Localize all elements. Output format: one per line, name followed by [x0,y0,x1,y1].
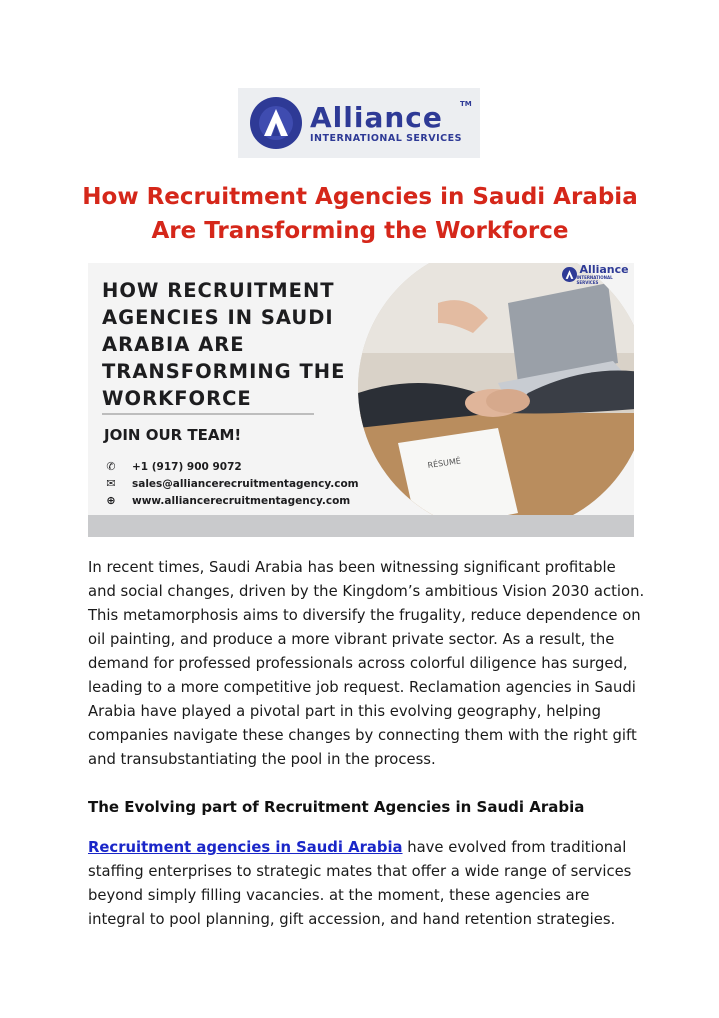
banner-email [104,477,359,490]
banner-join-text: JOIN OUR TEAM! [104,426,242,444]
banner-headline-line: HOW RECRUITMENT [102,279,335,302]
handshake-photo [358,263,634,533]
banner-logo-sub: INTERNATIONAL SERVICES [576,274,613,285]
banner-website-text: www.alliancerecruitmentagency.com [132,494,351,507]
page-title [60,180,660,248]
banner-headline-line: WORKFORCE [102,387,252,410]
banner-bottom-strip [88,515,634,537]
banner-headline-line: TRANSFORMING THE [102,360,346,383]
mail-icon: ✉ [106,477,116,490]
banner-phone [104,460,242,473]
title-line-1: How Recruitment Agencies in Saudi Arabia [82,184,638,210]
banner-headline [102,277,345,412]
company-logo [238,88,480,158]
logo-a-icon [250,97,302,149]
recruitment-agencies-link[interactable]: Recruitment agencies in Saudi Arabia [88,839,403,856]
banner-website [104,494,350,507]
logo-a-icon-small [562,267,577,282]
banner-email-text: sales@alliancerecruitmentagency.com [132,477,359,490]
resume-label: RÉSUMÉ [427,456,462,470]
banner-phone-text: +1 (917) 900 9072 [132,460,242,473]
banner-logo [562,263,634,285]
logo-word: Alliance [310,100,443,134]
trademark-mark: TM [460,100,472,108]
section-heading: The Evolving part of Recruitment Agencies in Saudi Arabia [88,798,585,816]
banner-headline-line: AGENCIES IN SAUDI [102,306,334,329]
intro-paragraph: In recent times, Saudi Arabia has been witnessing significant profitable and social changes, driven by the Kingdom’s ambitious Vision 2030 action. This metamorphosis aims to diversify the frugality, reduce dependence on oil painting, and produce a more vibrant private sector. As a result, the demand for professed professionals across colorful diligence has surged, leading to a more competitive job request. Reclamation agencies in Saudi Arabia have played a pivotal part in this evolving geography, helping companies navigate these changes by connecting them with the right gift and transubstantiating the pool in the process. [88,559,645,768]
banner-headline-line: ARABIA ARE [102,333,245,356]
section-paragraph [88,836,648,932]
hero-banner [88,263,634,537]
section-paragraph-text: have evolved from traditional staffing enterprises to strategic mates that offer a wide range of services beyond simply filling vacancies. at the moment, these agencies are integral to pool planning, gift accession, and hand retention strategies. [88,839,632,928]
banner-divider [102,413,314,415]
banner-logo-word: Alliance [579,263,629,276]
logo-subtitle: INTERNATIONAL SERVICES [310,132,462,144]
globe-icon: ⊕ [106,494,116,507]
title-line-2: Are Transforming the Workforce [151,218,569,244]
phone-icon: ✆ [106,460,116,473]
